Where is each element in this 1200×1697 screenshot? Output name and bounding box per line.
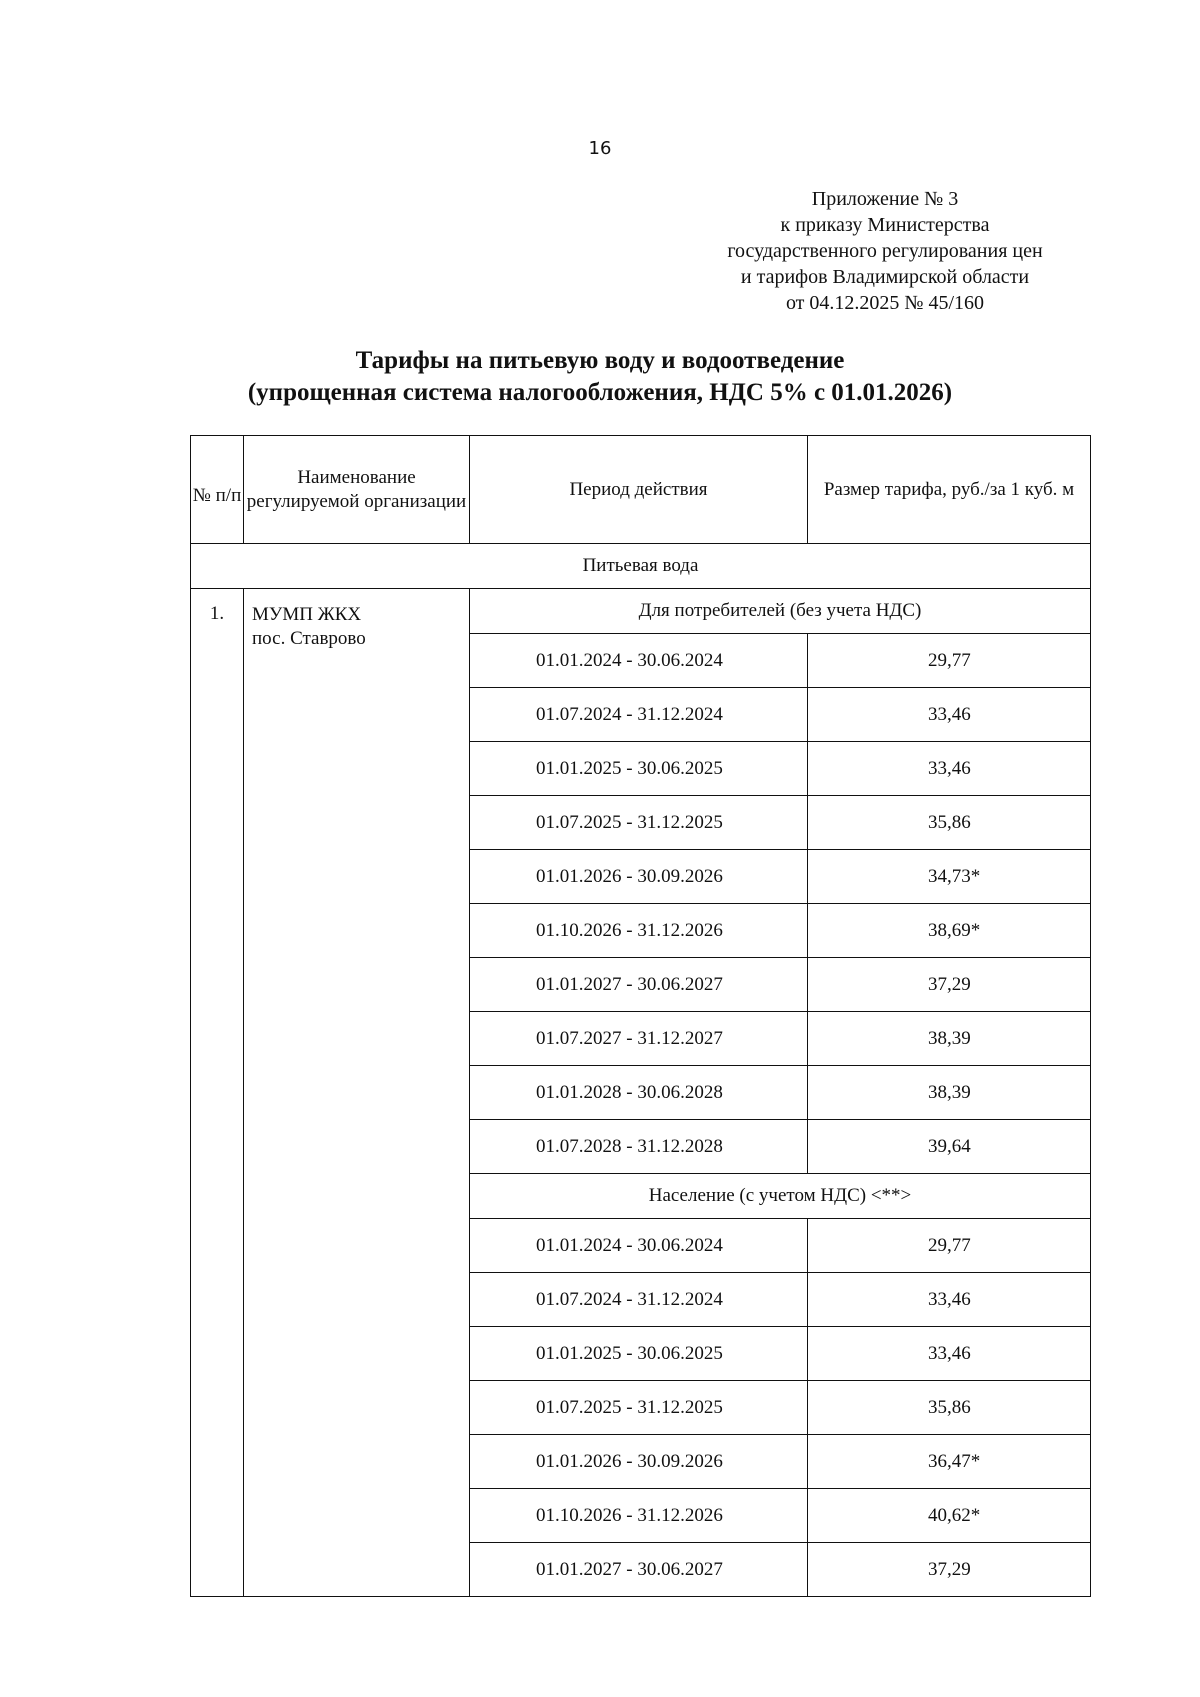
organization-name: [244, 589, 470, 1597]
tariff-value-cell: 33,46: [808, 688, 1091, 742]
period-cell: 01.07.2024 - 31.12.2024: [470, 1273, 808, 1327]
org-name-line: МУМП ЖКХ: [252, 604, 362, 625]
period-cell: 01.10.2026 - 31.12.2026: [470, 904, 808, 958]
population-label: Население (с учетом НДС) <**>: [470, 1174, 1091, 1219]
consumers-label: Для потребителей (без учета НДС): [470, 589, 1091, 634]
tariff-value-cell: 37,29: [808, 1543, 1091, 1597]
tariff-value-cell: 35,86: [808, 1381, 1091, 1435]
tariff-value-cell: 33,46: [808, 1273, 1091, 1327]
org-location-line: пос. Ставрово: [252, 628, 366, 649]
period-cell: 01.10.2026 - 31.12.2026: [470, 1489, 808, 1543]
document-title: [0, 345, 1200, 409]
period-cell: 01.01.2025 - 30.06.2025: [470, 1327, 808, 1381]
appendix-line: и тарифов Владимирской области: [740, 266, 1030, 288]
period-cell: 01.07.2024 - 31.12.2024: [470, 688, 808, 742]
tariff-value-cell: 38,39: [808, 1012, 1091, 1066]
period-cell: 01.01.2027 - 30.06.2027: [470, 958, 808, 1012]
period-cell: 01.01.2027 - 30.06.2027: [470, 1543, 808, 1597]
tariff-value-cell: 33,46: [808, 742, 1091, 796]
period-cell: 01.01.2024 - 30.06.2024: [470, 1219, 808, 1273]
tariff-value-cell: 37,29: [808, 958, 1091, 1012]
appendix-block: [695, 186, 1075, 316]
appendix-line: государственного регулирования цен: [727, 240, 1043, 262]
period-cell: 01.01.2026 - 30.09.2026: [470, 1435, 808, 1489]
tariff-value-cell: 35,86: [808, 796, 1091, 850]
row-number: 1.: [191, 589, 244, 1597]
period-cell: 01.01.2024 - 30.06.2024: [470, 634, 808, 688]
header-number: № п/п: [191, 436, 244, 544]
period-cell: 01.01.2025 - 30.06.2025: [470, 742, 808, 796]
tariff-value-cell: 36,47*: [808, 1435, 1091, 1489]
appendix-line: Приложение № 3: [811, 188, 959, 210]
tariff-value-cell: 33,46: [808, 1327, 1091, 1381]
appendix-line: к приказу Министерства: [780, 214, 990, 236]
tariff-value-cell: 40,62*: [808, 1489, 1091, 1543]
section-drinking-water: Питьевая вода: [191, 544, 1091, 589]
header-organization: Наименование регулируемой организации: [244, 436, 470, 544]
appendix-line: от 04.12.2025 № 45/160: [785, 292, 985, 314]
header-period: Период действия: [470, 436, 808, 544]
period-cell: 01.07.2028 - 31.12.2028: [470, 1120, 808, 1174]
title-line: Тарифы на питьевую воду и водоотведение: [355, 347, 845, 374]
title-line: (упрощенная система налогообложения, НДС 5% с 01.01.2026): [247, 379, 953, 406]
header-tariff: Размер тарифа, руб./за 1 куб. м: [808, 436, 1091, 544]
table-header-row: [191, 436, 1091, 544]
period-cell: 01.01.2026 - 30.09.2026: [470, 850, 808, 904]
period-cell: 01.07.2025 - 31.12.2025: [470, 796, 808, 850]
tariff-value-cell: 29,77: [808, 634, 1091, 688]
tariff-value-cell: 29,77: [808, 1219, 1091, 1273]
section-row: [191, 544, 1091, 589]
subgroup-row: [191, 589, 1091, 634]
period-cell: 01.07.2027 - 31.12.2027: [470, 1012, 808, 1066]
tariff-value-cell: 38,39: [808, 1066, 1091, 1120]
page-number: 16: [588, 138, 612, 159]
tariff-value-cell: 38,69*: [808, 904, 1091, 958]
period-cell: 01.01.2028 - 30.06.2028: [470, 1066, 808, 1120]
tariff-value-cell: 39,64: [808, 1120, 1091, 1174]
tariff-value-cell: 34,73*: [808, 850, 1091, 904]
tariff-table: [190, 435, 1091, 1597]
period-cell: 01.07.2025 - 31.12.2025: [470, 1381, 808, 1435]
